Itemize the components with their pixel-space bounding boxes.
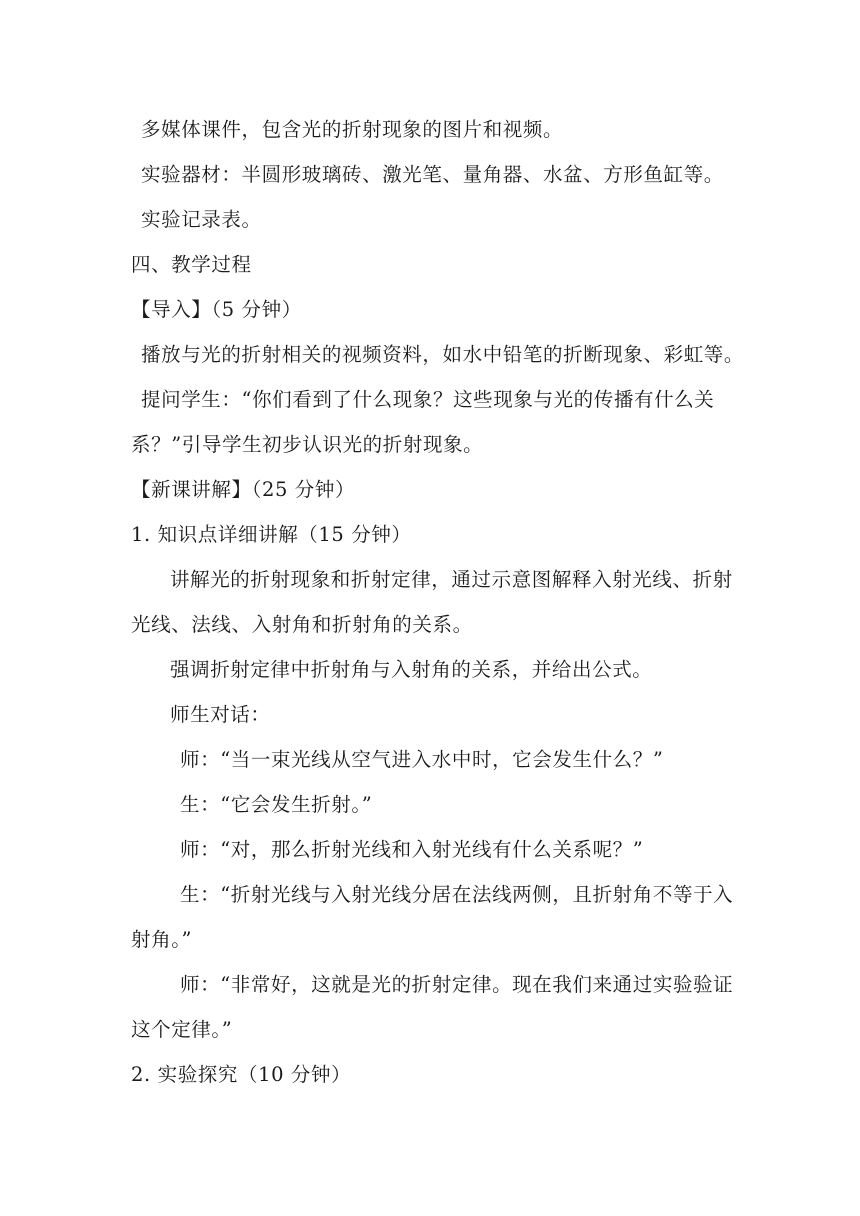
dialogue-teacher-1: 师：“当一束光线从空气进入水中时，它会发生什么？” — [180, 748, 664, 771]
dialogue-teacher-3-line-2: 这个定律。” — [131, 1018, 233, 1041]
dialogue-teacher-2: 师：“对，那么折射光线和入射光线有什么关系呢？” — [180, 838, 644, 861]
dialogue-label: 师生对话： — [170, 703, 271, 726]
dialogue-student-1: 生：“它会发生折射。” — [180, 793, 373, 816]
explain-refraction-line-1: 讲解光的折射现象和折射定律，通过示意图解释入射光线、折射 — [170, 568, 733, 591]
materials-equipment: 实验器材：半圆形玻璃砖、激光笔、量角器、水盆、方形鱼缸等。 — [141, 163, 724, 186]
item-experiment-inquiry: 2. 实验探究（10 分钟） — [131, 1063, 352, 1086]
dialogue-teacher-3-line-1: 师：“非常好，这就是光的折射定律。现在我们来通过实验验证 — [180, 973, 734, 996]
intro-question-line-1: 提问学生：“你们看到了什么现象？这些现象与光的传播有什么关 — [141, 388, 715, 411]
materials-courseware: 多媒体课件，包含光的折射现象的图片和视频。 — [141, 118, 564, 141]
dialogue-student-2-line-2: 射角。” — [131, 928, 193, 951]
emphasize-law: 强调折射定律中折射角与入射角的关系，并给出公式。 — [170, 658, 653, 681]
intro-play-video: 播放与光的折射相关的视频资料，如水中铅笔的折断现象、彩虹等。 — [141, 343, 745, 366]
explain-refraction-line-2: 光线、法线、入射角和折射角的关系。 — [131, 613, 473, 636]
item-knowledge-explanation: 1. 知识点详细讲解（15 分钟） — [131, 523, 412, 546]
materials-record-sheet: 实验记录表。 — [141, 208, 262, 231]
subheading-new-lesson: 【新课讲解】（25 分钟） — [131, 478, 356, 501]
subheading-introduction: 【导入】（5 分钟） — [131, 298, 302, 321]
dialogue-student-2-line-1: 生：“折射光线与入射光线分居在法线两侧，且折射角不等于入 — [180, 883, 734, 906]
intro-question-line-2: 系？”引导学生初步认识光的折射现象。 — [131, 433, 484, 456]
section-heading-teaching-process: 四、教学过程 — [131, 253, 252, 276]
